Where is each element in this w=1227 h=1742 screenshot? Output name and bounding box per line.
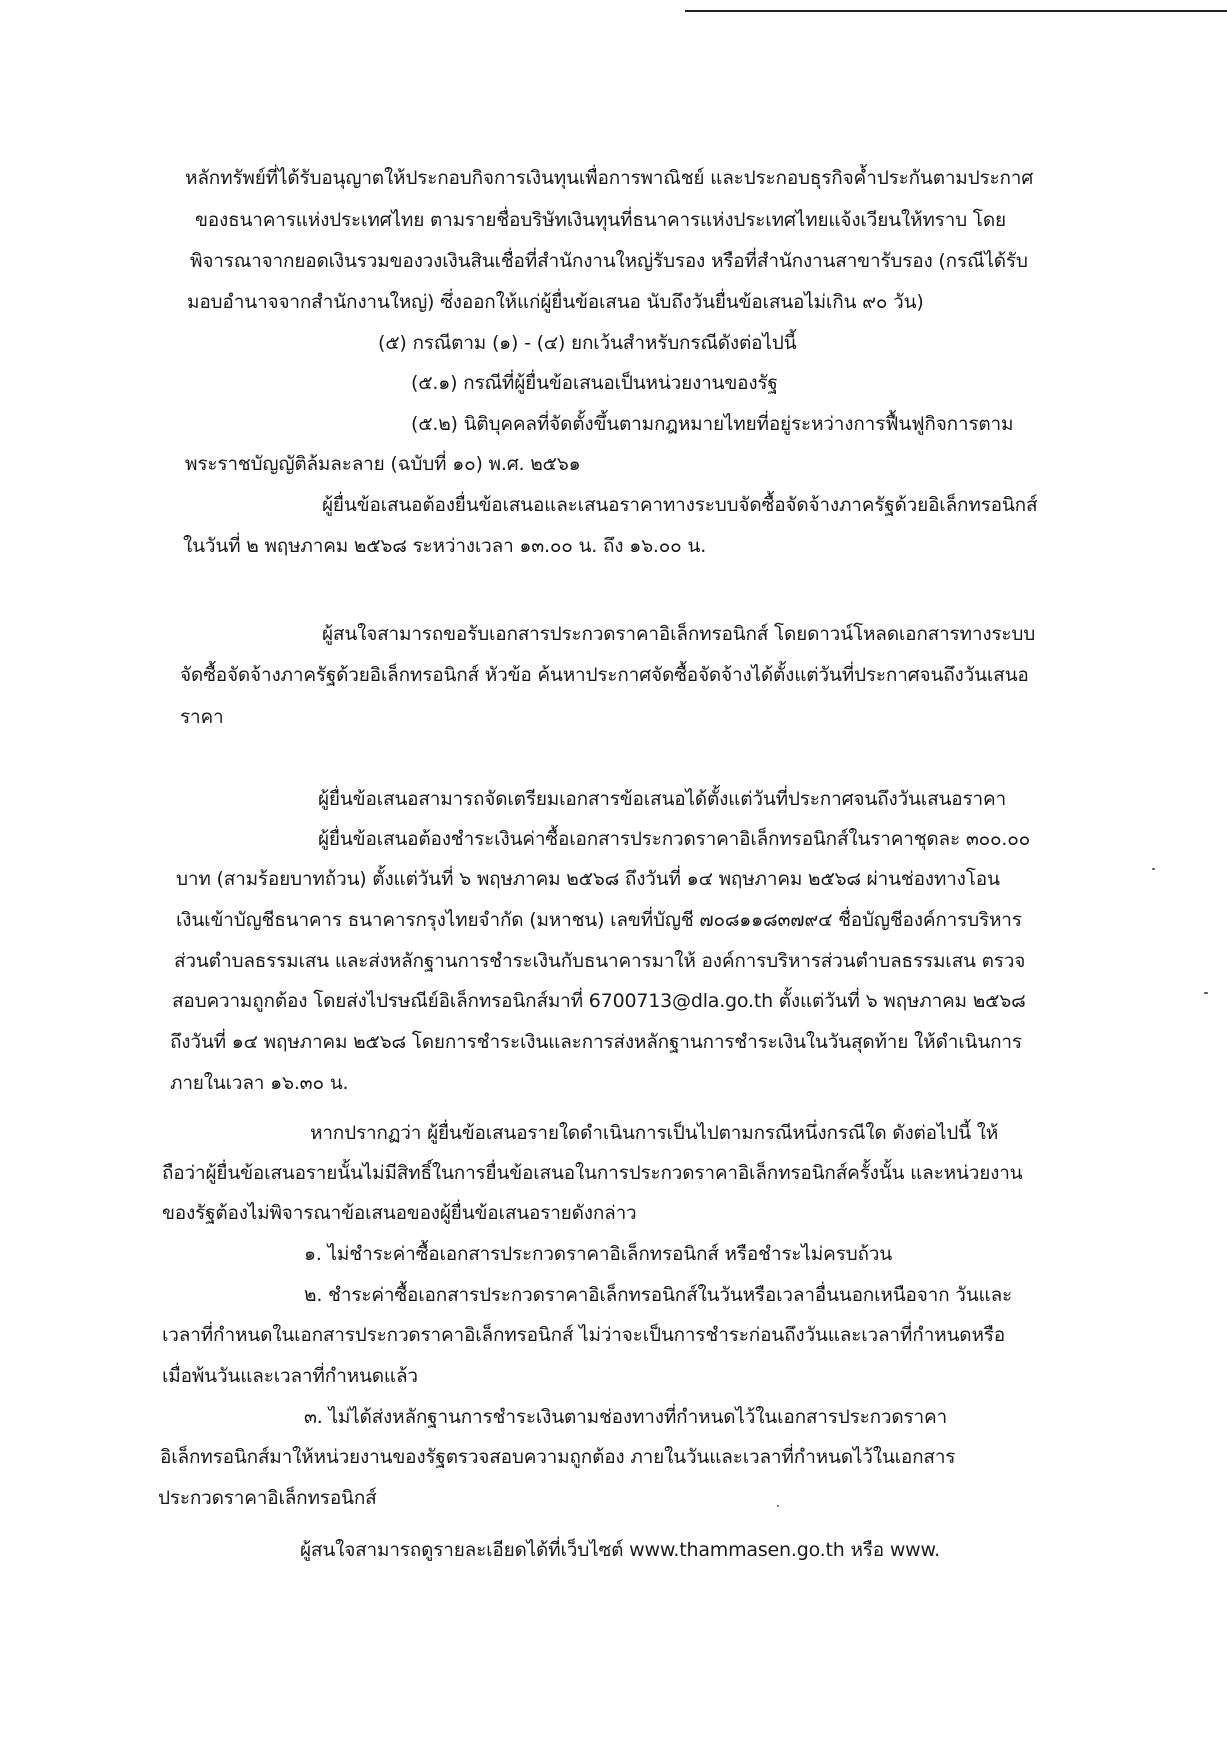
text-line: ๓. ไม่ได้ส่งหลักฐานการชำระเงินตามช่องทางที่กำหนดไว้ในเอกสารประกวดราคา bbox=[304, 1406, 947, 1428]
text-line: ผู้ยื่นข้อเสนอสามารถจัดเตรียมเอกสารข้อเสนอได้ตั้งแต่วันที่ประกาศจนถึงวันเสนอราคา bbox=[318, 788, 1006, 810]
text-line: หากปรากฏว่า ผู้ยื่นข้อเสนอรายใดดำเนินการเป็นไปตามกรณีหนึ่งกรณีใด ดังต่อไปนี้ ให้ bbox=[310, 1122, 999, 1144]
top-edge-rule bbox=[685, 10, 1227, 12]
text-line: ส่วนตำบลธรรมเสน และส่งหลักฐานการชำระเงินกับธนาคารมาให้ องค์การบริหารส่วนตำบลธรรมเสน ตรวจ bbox=[174, 950, 1026, 972]
text-line: ของธนาคารแห่งประเทศไทย ตามรายชื่อบริษัทเงินทุนที่ธนาคารแห่งประเทศไทยแจ้งเวียนให้ทราบ โดย bbox=[195, 209, 1006, 231]
text-line: หลักทรัพย์ที่ได้รับอนุญาตให้ประกอบกิจการเงินทุนเพื่อการพาณิชย์ และประกอบธุรกิจค้ำประกันตามประกาศ bbox=[185, 167, 1034, 189]
text-line: ของรัฐต้องไม่พิจารณาข้อเสนอของผู้ยื่นข้อเสนอรายดังกล่าว bbox=[162, 1202, 637, 1224]
text-line: ผู้ยื่นข้อเสนอต้องยื่นข้อเสนอและเสนอราคาทางระบบจัดซื้อจัดจ้างภาครัฐด้วยอิเล็กทรอนิกส์ bbox=[322, 494, 1038, 516]
text-line: ๑. ไม่ชำระค่าซื้อเอกสารประกวดราคาอิเล็กทรอนิกส์ หรือชำระไม่ครบถ้วน bbox=[304, 1243, 893, 1265]
text-line: ผู้สนใจสามารถดูรายละเอียดได้ที่เว็บไซต์ www.thammasen.go.th หรือ www. bbox=[300, 1539, 940, 1561]
text-line: ราคา bbox=[180, 706, 224, 728]
text-line: เมื่อพ้นวันและเวลาที่กำหนดแล้ว bbox=[162, 1365, 418, 1387]
text-line: (๕) กรณีตาม (๑) - (๔) ยกเว้นสำหรับกรณีดังต่อไปนี้ bbox=[378, 332, 797, 354]
text-line: มอบอำนาจจากสำนักงานใหญ่) ซึ่งออกให้แก่ผู้ยื่นข้อเสนอ นับถึงวันยื่นข้อเสนอไม่เกิน ๙๐ วัน) bbox=[187, 291, 924, 313]
text-line: จัดซื้อจัดจ้างภาครัฐด้วยอิเล็กทรอนิกส์ หัวข้อ ค้นหาประกาศจัดซื้อจัดจ้างได้ตั้งแต่วันที่ประกาศจนถึงวันเสนอ bbox=[180, 664, 1029, 686]
text-line: (๕.๒) นิติบุคคลที่จัดตั้งขึ้นตามกฎหมายไทยที่อยู่ระหว่างการฟื้นฟูกิจการตาม bbox=[411, 413, 1014, 435]
scan-speck bbox=[1152, 868, 1155, 870]
text-line: ๒. ชำระค่าซื้อเอกสารประกวดราคาอิเล็กทรอนิกส์ในวันหรือเวลาอื่นนอกเหนือจาก วันและ bbox=[304, 1284, 1013, 1306]
text-line: ผู้ยื่นข้อเสนอต้องชำระเงินค่าซื้อเอกสารประกวดราคาอิเล็กทรอนิกส์ในราคาชุดละ ๓๐๐.๐๐ bbox=[318, 828, 1031, 850]
text-line: ในวันที่ ๒ พฤษภาคม ๒๕๖๘ ระหว่างเวลา ๑๓.๐๐ น. ถึง ๑๖.๐๐ น. bbox=[183, 535, 707, 557]
text-line: สอบความถูกต้อง โดยส่งไปรษณีย์อิเล็กทรอนิกส์มาที่ 6700713@dla.go.th ตั้งแต่วันที่ ๖ พฤษภาคม ๒๕๖๘ bbox=[172, 990, 1026, 1012]
text-line: ถือว่าผู้ยื่นข้อเสนอรายนั้นไม่มีสิทธิ์ในการยื่นข้อเสนอในการประกวดราคาอิเล็กทรอนิกส์ครั้งนั้น และหน่วยงาน bbox=[162, 1162, 1023, 1184]
text-line: ผู้สนใจสามารถขอรับเอกสารประกวดราคาอิเล็กทรอนิกส์ โดยดาวน์โหลดเอกสารทางระบบ bbox=[322, 623, 1036, 645]
text-line: (๕.๑) กรณีที่ผู้ยื่นข้อเสนอเป็นหน่วยงานของรัฐ bbox=[411, 372, 778, 394]
text-line: ภายในเวลา ๑๖.๓๐ น. bbox=[170, 1072, 349, 1094]
text-line: เวลาที่กำหนดในเอกสารประกวดราคาอิเล็กทรอนิกส์ ไม่ว่าจะเป็นการชำระก่อนถึงวันและเวลาที่กำหนดหรือ bbox=[162, 1324, 1005, 1346]
text-line: บาท (สามร้อยบาทถ้วน) ตั้งแต่วันที่ ๖ พฤษภาคม ๒๕๖๘ ถึงวันที่ ๑๔ พฤษภาคม ๒๕๖๘ ผ่านช่องทางโอน bbox=[176, 868, 1000, 890]
text-line: ประกวดราคาอิเล็กทรอนิกส์ bbox=[158, 1487, 377, 1509]
text-line: อิเล็กทรอนิกส์มาให้หน่วยงานของรัฐตรวจสอบความถูกต้อง ภายในวันและเวลาที่กำหนดไว้ในเอกสาร bbox=[160, 1446, 956, 1468]
text-line: พระราชบัญญัติล้มละลาย (ฉบับที่ ๑๐) พ.ศ. ๒๕๖๑ bbox=[185, 453, 581, 475]
text-line: ถึงวันที่ ๑๔ พฤษภาคม ๒๕๖๘ โดยการชำระเงินและการส่งหลักฐานการชำระเงินในวันสุดท้าย ให้ดำเนินการ bbox=[170, 1031, 1022, 1053]
scan-speck bbox=[1204, 992, 1208, 994]
text-line: เงินเข้าบัญชีธนาคาร ธนาคารกรุงไทยจำกัด (มหาชน) เลขที่บัญชี ๗๐๘๑๑๘๓๗๙๔ ชื่อบัญชีองค์การบริหาร bbox=[176, 909, 1022, 931]
scan-speck bbox=[777, 1505, 779, 1507]
text-line: พิจารณาจากยอดเงินรวมของวงเงินสินเชื่อที่สำนักงานใหญ่รับรอง หรือที่สำนักงานสาขารับรอง (กรณีได้รับ bbox=[190, 250, 1028, 272]
